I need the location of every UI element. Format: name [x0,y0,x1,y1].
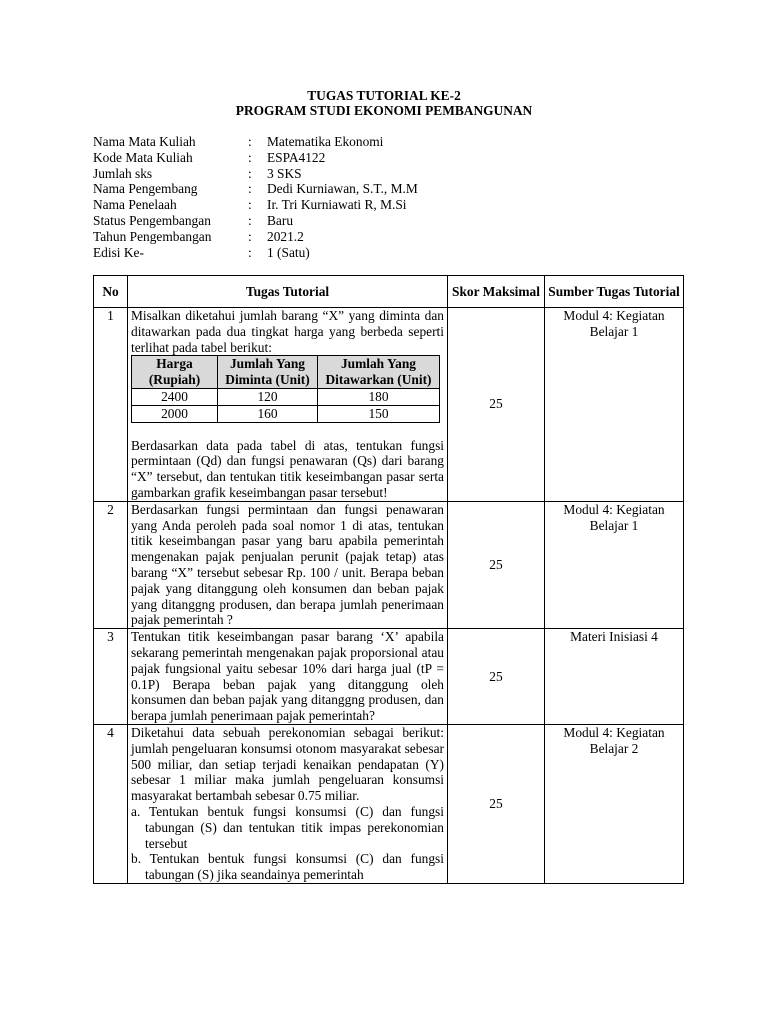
tutorial-table [93,275,684,884]
row-number: 1 [94,308,128,502]
sub-question: b. Tentukan bentuk fungsi konsumsi (C) dan fungsi tabungan (S) jika seandainya pemerintah [131,851,444,883]
source-cell: Modul 4: Kegiatan Belajar 2 [545,724,684,883]
inner-cell: 2000 [132,405,218,422]
row-number: 3 [94,629,128,725]
table-row [94,501,684,628]
inner-cell: 160 [218,405,318,422]
inner-cell: 120 [218,388,318,405]
inner-cell: 150 [318,405,440,422]
source-cell: Materi Inisiasi 4 [545,629,684,725]
task-cell [128,308,448,502]
task-text: Berdasarkan fungsi permintaan dan fungsi penawaran yang Anda peroleh pada soal nomor 1 di atas, tentukan titik keseimbangan pasar yang baru apabila pemerintah mengenakan pajak penjualan perunit (pajak tetap) atas barang “X” tersebut sebesar Rp. 100 / unit. Berapa beban pajak yang ditanggung oleh konsumen dan beban pajak yang ditanggng produsen, dan berapa jumlah penerimaan pajak pemerintah ? [128,501,448,628]
task-text: Berdasarkan data pada tabel di atas, tentukan fungsi permintaan (Qd) dan fungsi penawaran (Qs) dari barang “X” tersebut, dan tentukan titik keseimbangan pasar serta gambarkan grafik keseimbangan pasar tersebut! [131,437,444,500]
source-cell: Modul 4: Kegiatan Belajar 1 [545,308,684,502]
inner-cell: 2400 [132,388,218,405]
header-source: Sumber Tugas Tutorial [545,276,684,308]
score-cell: 25 [448,724,545,883]
task-text: Diketahui data sebuah perekonomian sebagai berikut: jumlah pengeluaran konsumsi otonom masyarakat sebesar 500 miliar, dan setiap terjadi kenaikan pendapatan (Y) sebesar 1 miliar maka jumlah pengeluaran konsumsi masyarakat bertambah sebesar 0.75 miliar. [131,724,444,804]
table-header-row [94,276,684,308]
table-row [94,724,684,883]
table-row [94,629,684,725]
sub-question-list [131,804,444,883]
price-quantity-table [131,355,440,422]
score-cell: 25 [448,629,545,725]
header-no: No [94,276,128,308]
row-number: 4 [94,724,128,883]
header-score: Skor Maksimal [448,276,545,308]
inner-header: Jumlah Yang Ditawarkan (Unit) [318,356,440,389]
document-title: TUGAS TUTORIAL KE-2 [307,88,461,103]
task-text: Tentukan titik keseimbangan pasar barang ‘X’ apabila sekarang pemerintah mengenakan pajak proporsional atau pajak fungsional yaitu sebesar 10% dari harga jual (tP = 0.1P) Berapa beban pajak yang ditanggung oleh konsumen dan beban pajak yang ditanggng produsen, dan berapa jumlah penerimaan pajak pemerintah? [128,629,448,725]
inner-header: Jumlah Yang Diminta (Unit) [218,356,318,389]
sub-question: a. Tentukan bentuk fungsi konsumsi (C) dan fungsi tabungan (S) dan tentukan titik impas perekonomian tersebut [131,803,444,851]
task-cell [128,724,448,883]
row-number: 2 [94,501,128,628]
inner-header: Harga (Rupiah) [132,356,218,389]
score-cell: 25 [448,308,545,502]
table-row [94,308,684,502]
inner-cell: 180 [318,388,440,405]
task-intro: Misalkan diketahui jumlah barang “X” yang diminta dan ditawarkan pada dua tingkat harga yang berbeda seperti terlihat pada tabel berikut: [131,308,444,355]
program-title: PROGRAM STUDI EKONOMI PEMBANGUNAN [235,103,533,118]
source-cell: Modul 4: Kegiatan Belajar 1 [545,501,684,628]
header-task: Tugas Tutorial [128,276,448,308]
score-cell: 25 [448,501,545,628]
